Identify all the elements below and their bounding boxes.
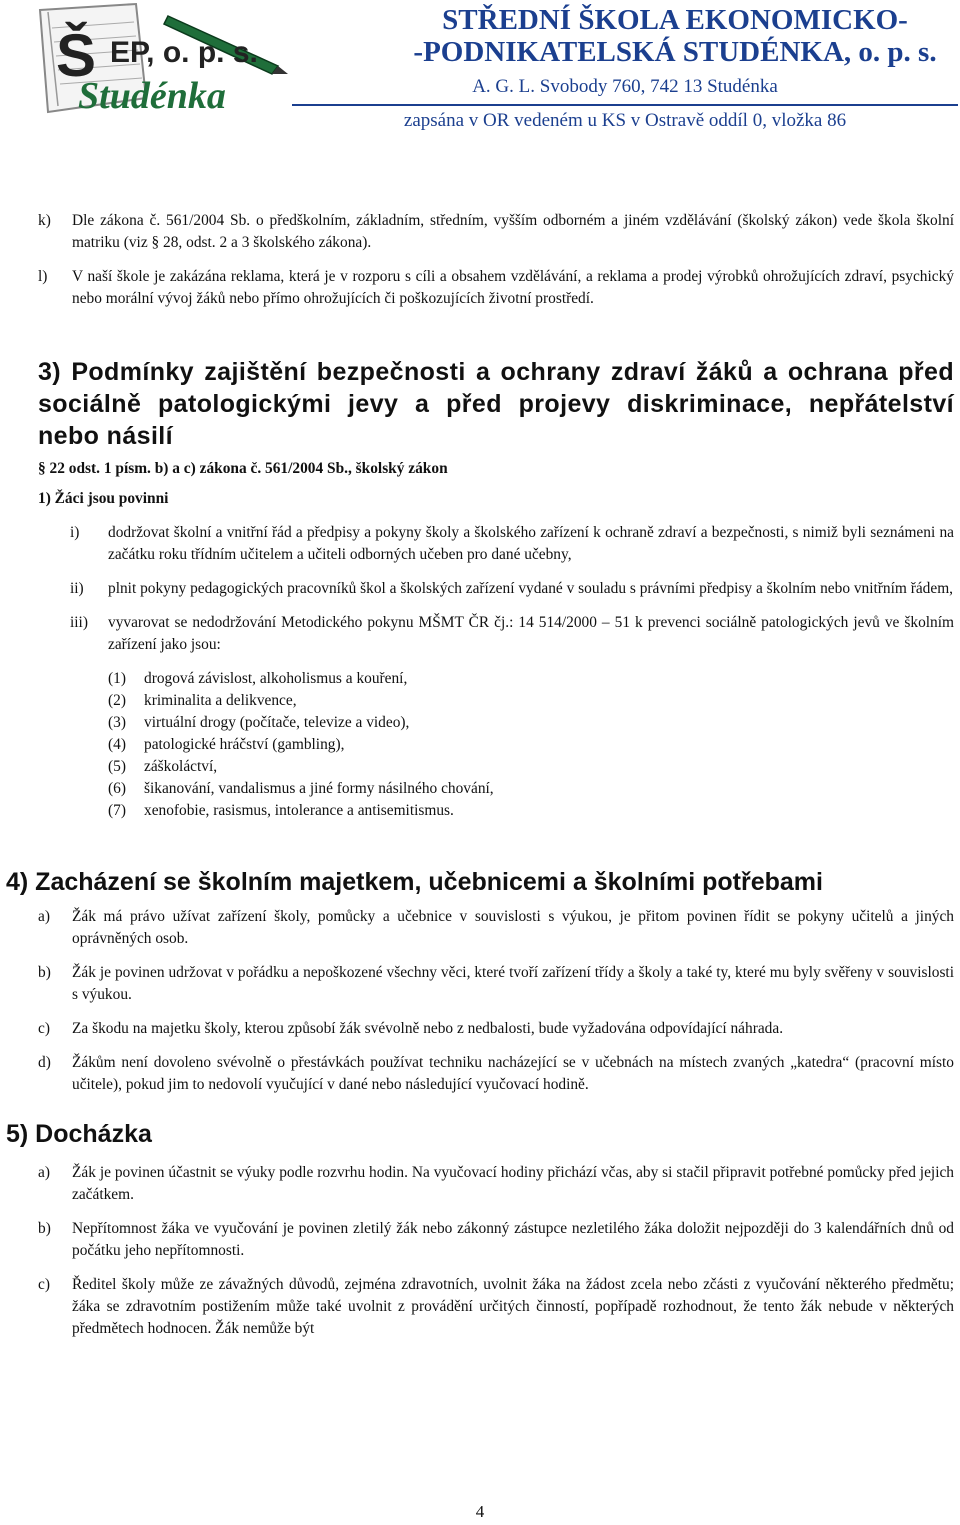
school-name-line2: -PODNIKATELSKÁ STUDÉNKA, o. p. s. (413, 36, 937, 68)
item-text: kriminalita a delikvence, (144, 692, 297, 709)
item-text: plnit pokyny pedagogických pracovníků škol a školských zařízení vydané v souladu s právními předpisy a školním nebo vnitřním řádem, (108, 580, 954, 597)
list-item (108, 712, 954, 734)
school-registration: zapsána v OR vedeném u KS v Ostravě oddíl 0, vložka 86 (403, 110, 847, 131)
list-item (108, 734, 954, 756)
item-marker: l) (38, 268, 48, 285)
item-marker: a) (38, 1164, 50, 1181)
list-item (38, 266, 954, 310)
list-item (70, 612, 954, 656)
school-address: A. G. L. Svobody 760, 742 13 Studénka (472, 76, 778, 97)
document-body (6, 210, 954, 1340)
list-item (38, 1274, 954, 1340)
item-text: Žák má právo užívat zařízení školy, pomůcky a učebnice v souvislosti s výukou, je přitom povinen řídit se pokyny učitelů a jiných oprávněných osob. (72, 908, 954, 947)
item-marker: a) (38, 908, 50, 925)
page-number: 4 (475, 1502, 485, 1521)
list-item (108, 778, 954, 800)
item-marker: b) (38, 1220, 51, 1237)
point-1-label: 1) Žáci jsou povinni (38, 490, 169, 507)
section-3-heading: 3) Podmínky zajištění bezpečnosti a ochrany zdraví žáků a ochrana před sociálně patologickými jevy a před projevy diskriminace, nepřátelství nebo násilí (38, 358, 954, 450)
list-item (108, 690, 954, 712)
item-marker: i) (70, 524, 80, 541)
item-marker: d) (38, 1054, 51, 1071)
item-text: záškoláctví, (144, 758, 218, 775)
item-text: Ředitel školy může ze závažných důvodů, zejména zdravotních, uvolnit žáka na žádost zcela nebo zčásti z vyučování některého předmětu; žáka se zdravotním postižením může také uvolnit z provádění určitých činností, popřípadě rozhodnout, že tento žák nebude v některých předmětech hodnocen. Žák nemůže být (72, 1276, 954, 1337)
item-marker: c) (38, 1276, 50, 1293)
item-text: Žák je povinen účastnit se výuky podle rozvrhu hodin. Na vyučovací hodiny přichází včas, aby si stačil připravit potřebné pomůcky před jejich začátkem. (72, 1164, 954, 1203)
item-text: dodržovat školní a vnitřní řád a předpisy a pokyny školy a školského zařízení k ochraně zdraví a bezpečnosti, s nimiž byli seznámeni na začátku roku třídním učitelem a učiteli odborných učeben pro dané učebny, (108, 524, 954, 563)
item-text: drogová závislost, alkoholismus a kouření, (144, 670, 408, 687)
list-item (108, 756, 954, 778)
item-text: Dle zákona č. 561/2004 Sb. o předškolním, základním, středním, vyšším odborném a jiném vzdělávání (školský zákon) vede škola školní matriku (viz § 28, odst. 2 a 3 školského zákona). (72, 212, 954, 251)
duties-list (70, 522, 954, 656)
list-item (38, 210, 954, 254)
svg-text:Š: Š (56, 22, 97, 89)
item-text: Žákům není dovoleno svévolně o přestávkách používat techniku nacházející se v učebnách na místech zvaných „katedra“ (pracovní místo učitele), pokud jim to nedovolí vyučující v dané nebo následující vyučovací hodině. (72, 1054, 954, 1093)
item-marker: (4) (108, 736, 126, 753)
svg-text:EP, o. p. s.: EP, o. p. s. (110, 36, 258, 69)
item-text: vyvarovat se nedodržování Metodického pokynu MŠMT ČR čj.: 14 514/2000 – 51 k prevenci sociálně patologických jevů ve školním zařízení jako jsou: (108, 614, 954, 653)
item-marker: (3) (108, 714, 126, 731)
section-4-heading: 4) Zacházení se školním majetkem, učebnicemi a školními potřebami (6, 868, 823, 896)
item-marker: (1) (108, 670, 126, 687)
item-text: Za škodu na majetku školy, kterou způsobí žák svévolně nebo z nedbalosti, bude vyžadována odpovídající náhrada. (72, 1020, 784, 1037)
svg-text:Studénka: Studénka (78, 75, 226, 117)
item-marker: (2) (108, 692, 126, 709)
item-text: xenofobie, rasismus, intolerance a antisemitismus. (144, 802, 454, 819)
section-5-heading: 5) Docházka (6, 1120, 152, 1148)
phenomena-list (108, 668, 954, 822)
list-item (38, 1052, 954, 1096)
list-item (70, 522, 954, 566)
item-marker: k) (38, 212, 51, 229)
item-marker: b) (38, 964, 51, 981)
school-name-line1: STŘEDNÍ ŠKOLA EKONOMICKO- (442, 4, 908, 36)
list-item (38, 906, 954, 950)
item-text: šikanování, vandalismus a jiné formy násilného chování, (144, 780, 494, 797)
page-header (0, 0, 960, 140)
header-divider (292, 104, 958, 106)
list-item (108, 800, 954, 822)
attendance-list (38, 1162, 954, 1340)
list-item (38, 1162, 954, 1206)
law-reference: § 22 odst. 1 písm. b) a c) zákona č. 561/2004 Sb., školský zákon (38, 460, 448, 477)
list-item (70, 578, 954, 600)
list-item (38, 962, 954, 1006)
item-text: patologické hráčství (gambling), (144, 736, 345, 753)
item-text: Žák je povinen udržovat v pořádku a nepoškozené všechny věci, které tvoří zařízení třídy a školy a také ty, které mu byly svěřeny v souvislosti s výukou. (72, 964, 954, 1003)
item-text: Nepřítomnost žáka ve vyučování je povinen zletilý žák nebo zákonný zástupce nezletilého žáka doložit nejpozději do 3 kalendářních dnů od počátku jeho nepřítomnosti. (72, 1220, 954, 1259)
list-item (38, 1218, 954, 1262)
item-marker: c) (38, 1020, 50, 1037)
item-marker: (6) (108, 780, 126, 797)
property-list (38, 906, 954, 1096)
school-name (400, 4, 950, 68)
item-text: virtuální drogy (počítače, televize a video), (144, 714, 410, 731)
list-item (108, 668, 954, 690)
item-marker: (5) (108, 758, 126, 775)
item-text: V naší škole je zakázána reklama, která je v rozporu s cíli a obsahem vzdělávání, a reklama a prodej výrobků ohrožujících zdraví, psychický nebo morální vývoj žáků nebo přímo ohrožujících či poškozujících životní prostředí. (72, 268, 954, 307)
item-marker: ii) (70, 580, 84, 597)
list-item (38, 1018, 954, 1040)
school-logo (18, 2, 288, 134)
item-marker: iii) (70, 614, 88, 631)
item-marker: (7) (108, 802, 126, 819)
